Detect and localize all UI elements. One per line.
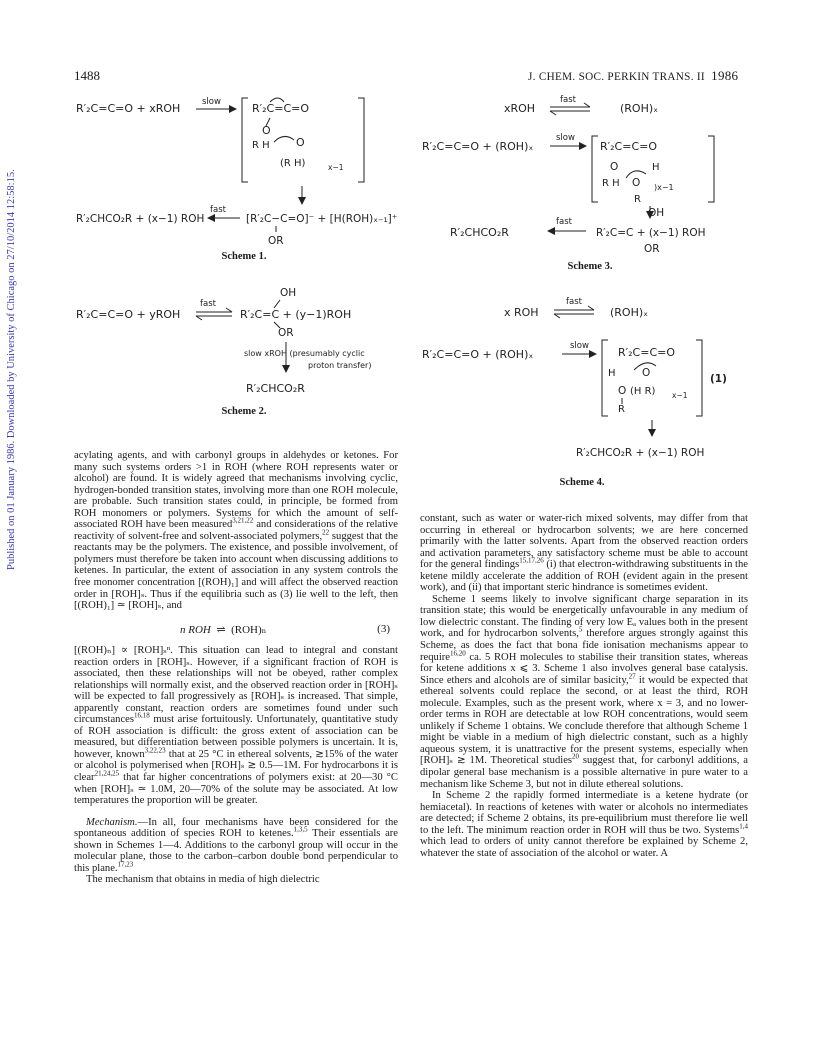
s1-or: OR <box>268 235 284 247</box>
left-column-continued <box>74 645 398 886</box>
s4-complex-sub: x−1 <box>672 391 688 400</box>
s3-complex-sub: )x−1 <box>654 183 674 192</box>
left-paragraph-3: Mechanism.—In all, four mechanisms have been considered for the spontaneous addition of species ROH to ketenes.$^{1,3,5}$ Their essentials are shown in Schemes 1—4. Additions to the carbonyl group will occur in the molecular plane, those to the carbon–carbon double bond perpendicular to this plane.$^{17,23}$ <box>74 816 398 874</box>
s3-bracket-left <box>592 136 598 202</box>
s3-complex-rh: R H <box>602 178 620 189</box>
s4-fast-label: fast <box>566 297 582 307</box>
section-head-mechanism: Mechanism. <box>86 816 138 828</box>
s1-reactants: R′₂C=C=O + xROH <box>76 102 181 115</box>
s4-complex-h: H <box>608 368 616 379</box>
s4-tag: (1) <box>710 373 727 385</box>
s4-complex-o2: O <box>618 385 627 397</box>
s4-product: R′₂CHCO₂R + (x−1) ROH <box>576 447 705 459</box>
scheme-1-diagram <box>70 90 410 250</box>
s2-product: R′₂CHCO₂R <box>246 382 305 395</box>
s2-fast-label: fast <box>200 299 216 309</box>
s3-eq-right: (ROH)ₓ <box>620 102 659 115</box>
scheme-4-caption: Scheme 4. <box>559 477 605 488</box>
s3-or: OR <box>644 243 660 255</box>
s3-enol: R′₂C=C + (x−1) ROH <box>596 227 706 239</box>
scheme-3-caption: Scheme 3. <box>567 261 613 272</box>
s1-curly-arrow-2 <box>274 136 294 142</box>
left-paragraph-2: [(ROH)ₙ] ∝ [ROH]ₛⁿ. This situation can lead to integral and constant reaction orders in [ROH]ₛ. However, if a significant fraction of ROH is associated, then these relationships will not be obeyed, rather complex relationships will normally exist, and the observed reaction order in [ROH]ₛ will be expected to fall progressively as [ROH]ₛ is increased. That simple, apparently constant, reaction orders are sometimes found under such circumstances$^{16,18}$ must arise fortuitously. Unfortunately, quantitative study of ROH association is difficult: the gross extent of association can be measured, but differentiation between possible polymers is uncertain. It is, however, known$^{3,22,23}$ that at 25 °C in ethereal solvents, ≳15% of the water or alcohol is polymerised when [ROH]ₛ ≳ 0.5—1M. For hydrocarbons it is clear$^{21,24,25}$ that far higher concentrations of polymers exist: at 20—30 °C when [ROH]ₛ ≃ 1.0M, 20—70% of the solute may be associated. At low temperatures the proportion will be greater. <box>74 645 399 807</box>
s1-bracket-right <box>358 98 364 182</box>
s3-eq-left: xROH <box>504 102 536 115</box>
eq3-left: n ROH <box>180 624 211 636</box>
s1-complex-top: R′₂C=C=O <box>252 102 310 115</box>
s3-eq-forward-head <box>584 103 590 107</box>
s1-bracket-left <box>242 98 248 182</box>
s3-complex-o2: O <box>632 177 641 189</box>
s4-eq-right: (ROH)ₓ <box>610 306 649 319</box>
right-paragraph-1: constant, such as water or water-rich mixed solvents, may differ from that occurring in ethereal or hydrocarbon solvents; we are here concerned primarily with the latter solvents. Apart from the observed reaction orders and activation parameters, any satisfactory scheme must be able to account for the general findings$^{15,17,26}$ (i) that electron-withdrawing substituents in the ketene mildly accelerate the addition of ROH (evident again in the present work), and (ii) that important steric hindrance is sometimes evident. <box>420 513 748 594</box>
s4-eq-back-head <box>554 314 560 318</box>
right-column <box>420 513 748 859</box>
s4-eq-forward-head <box>588 306 594 310</box>
s4-eq-left: x ROH <box>504 306 539 319</box>
eq3-right: (ROH)ₙ <box>231 624 267 636</box>
s2-reactants: R′₂C=C=O + yROH <box>76 308 181 321</box>
s1-slow-label: slow <box>202 97 221 107</box>
s4-complex-top: R′₂C=C=O <box>618 346 676 359</box>
equation-3 <box>180 623 390 636</box>
left-paragraph-1: acylating agents, and with carbonyl groups in aldehydes or ketones. For many such systems orders >1 in ROH (where ROH represents water or alcohol) are found. It is widely agreed that mechanisms involving cyclic, hydrogen-bonded transition states, involving more than one ROH molecule, are probable. Such transition states could, in principle, be formed from ROH monomers or polymers. Systems for which the amount of self-associated ROH have been measured$^{3,21,22}$ and considerations of the relative reactivity of solvent-free and solvent-associated polymers,$^{22}$ suggest that the reactants may be the polymers. The existence, and possible involvement, of polymers must therefore be taken into account when discussing additions to ketenes. In particular, the extent of association in any system controls the free monomer concentration [(ROH)₁] and will affect the observed reaction order in [ROH]ₛ. Thus if the equilibria such as (3) lie well to the left, then [(ROH)₁] ≃ [ROH]ₛ, and <box>74 450 398 612</box>
s3-bracket-right <box>708 136 714 202</box>
s1-intermediate: [R′₂C−C=O]⁻ + [H(ROH)ₓ₋₁]⁺ <box>246 213 398 225</box>
right-paragraph-3: In Scheme 2 the rapidly formed intermediate is a ketene hydrate (or hemiacetal). In reactions of ketenes with water or alcohols no intermediates are detected; if Scheme 2 obtains, its pre-equilibrium must therefore lie well to the left. The minimum reaction order in ROH will thus be two. Systems$^{1,4}$ which lead to orders of unity cannot therefore be explained by Scheme 2, whatever the state of association of the alcohol or water. A <box>420 790 748 859</box>
s3-complex-r: R <box>634 194 641 205</box>
s3-fast-label-2: fast <box>556 217 572 227</box>
eq3-arrow: ⇌ <box>213 624 229 636</box>
s4-complex-rh: (H R) <box>630 386 656 397</box>
scheme-4-diagram <box>420 290 760 465</box>
s2-hydrate: R′₂C=C + (y−1)ROH <box>240 308 352 321</box>
s1-products: R′₂CHCO₂R + (x−1) ROH <box>76 213 205 225</box>
s3-product: R′₂CHCO₂R <box>450 226 509 239</box>
journal-year: 1986 <box>711 68 739 83</box>
scheme-3-diagram <box>420 90 760 260</box>
s3-complex-top: R′₂C=C=O <box>600 140 658 153</box>
scheme-2-diagram <box>70 284 410 402</box>
s3-reactants: R′₂C=C=O + (ROH)ₓ <box>422 140 534 153</box>
s4-slow-label: slow <box>570 341 589 351</box>
left-paragraph-4: The mechanism that obtains in media of high dielectric <box>86 874 320 886</box>
running-head <box>528 68 738 84</box>
s2-eq-back-head <box>196 316 202 320</box>
eq3-number: (3) <box>377 623 390 635</box>
s1-fast-label: fast <box>210 205 226 215</box>
s3-fast-label: fast <box>560 95 576 105</box>
left-column <box>74 450 398 612</box>
s2-step-label: slow xROH (presumably cyclic <box>244 349 365 358</box>
s3-eq-back-head <box>550 111 556 115</box>
download-notice: Published on 01 January 1986. Downloaded by University of Chicago on 27/10/2014 12:58:15. <box>6 169 17 571</box>
s4-complex-r: R <box>618 404 625 415</box>
s1-complex-sub: x−1 <box>328 163 344 172</box>
right-paragraph-2: Scheme 1 seems likely to involve significant charge separation in its transition state; this would be energetically unfavourable in any medium of low dielectric constant. The finding of very low Eₐ values both in the present work, and for hydrocarbon solvents,$^5$ therefore argues strongly against this Scheme, as does the fact that bona fide ionisation mechanisms appear to require$^{16,20}$ ca. 5 ROH molecules to stabilise their transition states, whereas for ketene additions x ⩽ 3. Scheme 1 also involves general base catalysis. Since ethers and alcohols are of similar basicity,$^{27}$ it would be expected that ethereal solvents could replace the second, or at least the third, ROH molecule. Examples, such as the present work, where x = 3, and no lower-order terms in ROH are detectable at low ROH concentrations, would seem unlikely if Scheme 1 obtains. We conclude therefore that although Scheme 1 might be viable in a medium of high dielectric constant, such as a highly aqueous system, it is unattractive for the present systems, especially when [ROH]ₛ ≳ 1M. Theoretical studies$^{20}$ suggest that, for carbonyl additions, a dipolar general base mechanism is a possible alternative in pure water to a mechanism like Scheme 3, but not in dilute ethereal solutions. <box>420 593 748 790</box>
s3-complex-h: H <box>652 162 660 173</box>
s3-slow-label: slow <box>556 133 575 143</box>
s3-oh: OH <box>648 207 665 219</box>
s2-oh: OH <box>280 287 297 299</box>
s2-eq-forward-head <box>226 308 232 312</box>
s1-complex-rh: R H <box>252 140 270 151</box>
s1-complex-o2: O <box>296 136 305 149</box>
s2-step-label-2: proton transfer) <box>308 361 372 370</box>
scheme-1-caption: Scheme 1. <box>221 251 267 262</box>
page-number: 1488 <box>74 68 100 83</box>
scheme-2-caption: Scheme 2. <box>221 406 267 417</box>
s1-complex-rh2: (R H) <box>280 158 306 169</box>
s2-oh-bond <box>274 300 280 308</box>
journal-name: J. CHEM. SOC. PERKIN TRANS. II <box>528 71 705 83</box>
s3-complex-o: O <box>610 161 619 173</box>
s1-complex-o: O <box>262 124 271 137</box>
s4-bracket-right <box>696 340 702 416</box>
s2-or: OR <box>278 327 294 339</box>
s4-reactants: R′₂C=C=O + (ROH)ₓ <box>422 348 534 361</box>
s4-complex-o: O <box>642 367 651 379</box>
